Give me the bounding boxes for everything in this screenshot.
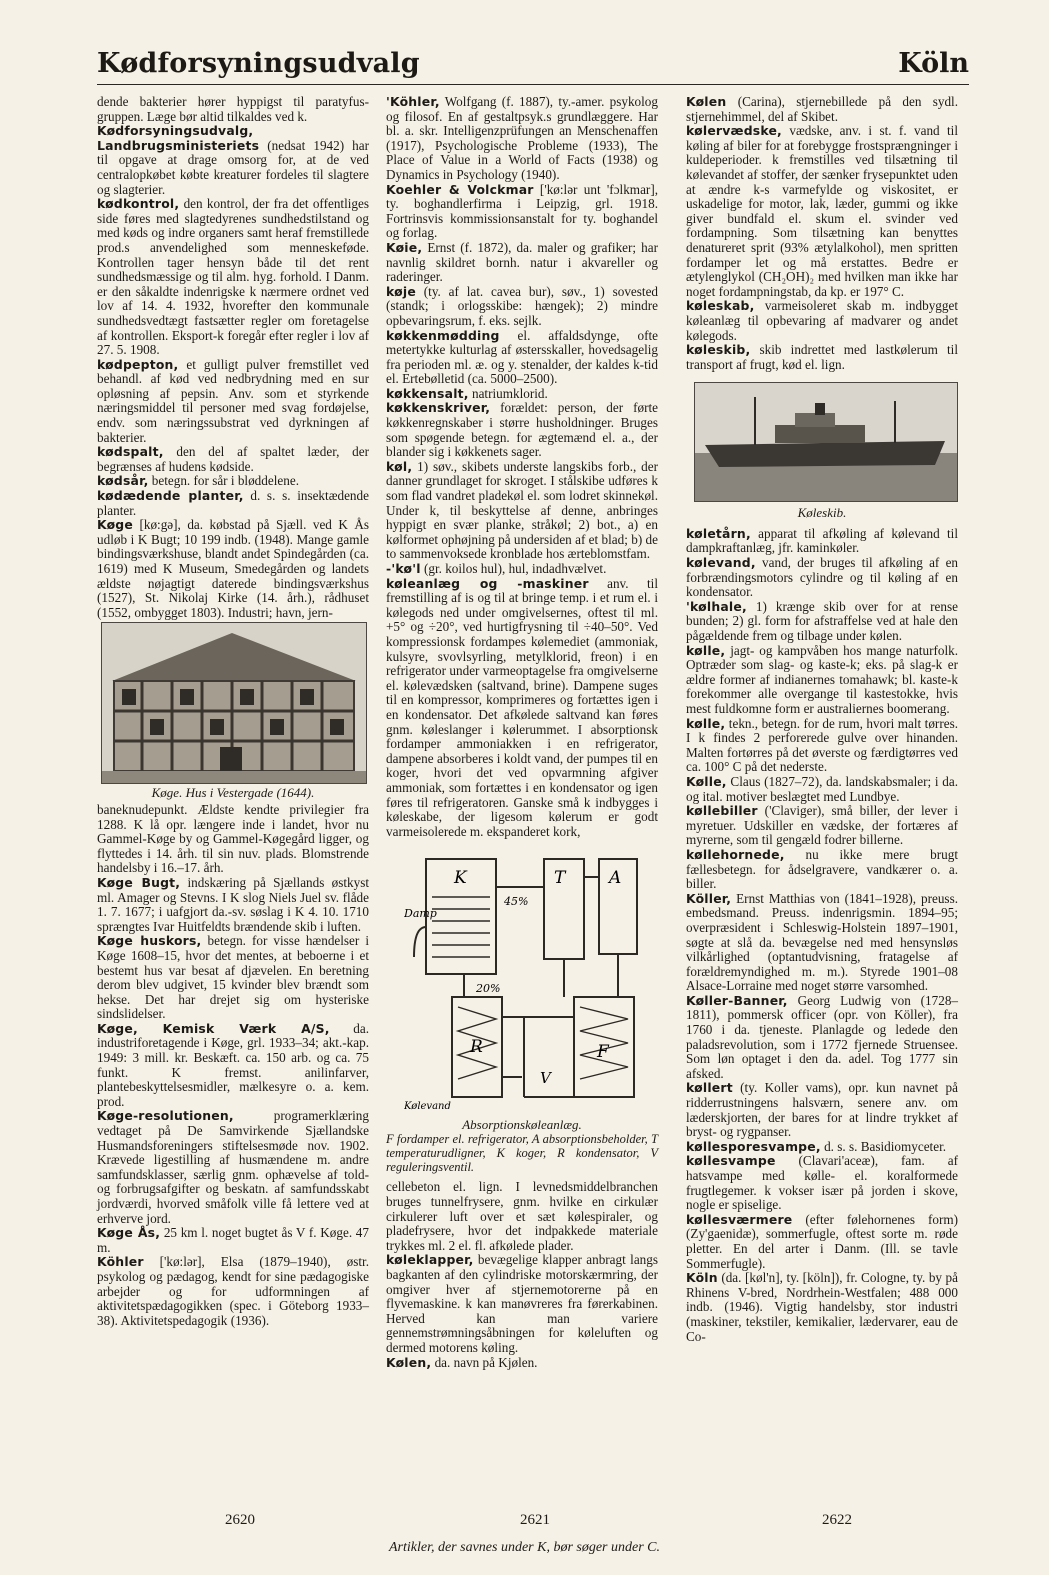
entry bbox=[686, 600, 958, 644]
entry-lemma: køleklapper, bbox=[386, 1252, 474, 1268]
entry bbox=[97, 803, 369, 876]
entry-lemma: køkkenmødding bbox=[386, 327, 500, 343]
entry-text: den kontrol, der fra det offentliges side føres med slagtedyrenes sundhedstilstand og med køds og indre organers samt heraf fremstillede prod.s anvendelighed som menneskeføde. Kontrollen tager hensyn både til det rent sundhedsmæssige og til alm. hyg. forhold. I Danm. er den såkaldte indenrigske k nærmere ordnet ved lov af 14. 4. 1932, hvorefter den kommunale sundhedsvedtægt fastsætter regler om foretagelse af kontrollen. Eksport-k foregår efter regler i lov af 27. 5. 1908. bbox=[97, 196, 369, 358]
entry-lemma: kødpepton, bbox=[97, 356, 179, 372]
entry-text: (Carina), stjernebillede på den sydl. stjernehimmel, del af Skibet. bbox=[686, 94, 959, 124]
entry-lemma: køllesværmere bbox=[686, 1211, 793, 1227]
figure-caption-koleskib: Køleskib. bbox=[797, 505, 847, 521]
entry-text: da. industriforetagende i Køge, grl. 1933–34; akt.-kap. 1949: 3 mill. kr. Beskæft. ca. 150 arb. og ca. 75 funkt. K fremst. anilinfarver, plantebeskyttelsesmidler, mælkesyre o. a. kem. prod. bbox=[97, 1020, 369, 1109]
entry-text: tekn., betegn. for de rum, hvori malt tørres. I k findes 2 perforerede gulve over hinanden. Malten fortørres på det øverste og færdigtørres ved ca. 100° C på det nederste. bbox=[686, 715, 958, 775]
page-number-right: 2622 bbox=[822, 1512, 852, 1528]
column-3-entries-after bbox=[686, 527, 958, 1344]
entry bbox=[97, 934, 369, 1022]
entry-lemma: køllert bbox=[686, 1080, 733, 1096]
diagram-label-20: 20% bbox=[476, 982, 501, 996]
entry-lemma: Køller-Banner, bbox=[686, 992, 788, 1008]
entry-lemma: Kølen, bbox=[386, 1354, 432, 1370]
entry-lemma: kødædende planter, bbox=[97, 488, 244, 504]
column-1-entries-after bbox=[97, 803, 369, 1328]
entry bbox=[97, 876, 369, 934]
entry-text: anv. til fremstilling af is og til at bringe temp. i et rum el. i kølegods ned under omgivelsernes, oftest til ml. +5° og ÷20°, ved hurtigfrysning til ÷40–50°. Ved kompressionsk fordampes kølemediet (ammoniak, kulsyre, svovlsyrling, metylklorid, freon) i en refrigerator under varmeoptagelse fra omgivelserne el. kølevædsken (saltvand, brine). Dampene suges til en kompressor, komprimeres og fortættes igen i en kondensator. Det afkølede saltvand kan føres gnm. køleslanger i kølerummet. I absorptionsk fordamper ammoniakken i en refrigerator, dampene absorberes i koldt vand, der pumpes til en koger, hvori det ved opvarmning afgiver ammoniak, som fortættes i en kondensator og igen føres til refrigeratoren. Ganske små k indbygges i køleskabe, der ligesom kølerum er godt varmeisolerede m. ekspanderet kork, bbox=[386, 575, 658, 839]
entry-text: ('Claviger), små biller, der lever i myretuer. Udskiller en vædske, der fortæres af myrerne, som til gengæld fodrer billerne. bbox=[686, 803, 958, 848]
timber-house-illustration bbox=[102, 623, 366, 783]
entry-lemma: køje bbox=[386, 283, 416, 299]
figure-caption-koge: Køge. Hus i Vestergade (1644). bbox=[151, 785, 315, 801]
entry-text: indskæring på Sjællands østkyst ml. Amager og Stevns. I K slog Niels Juel sv. flåde 1. 7. 1677; i uafgjort da.-sv. søslag i K 4. 10. 1710 sprængtes Ivar Huitfeldts brændende skib i luften. bbox=[97, 874, 370, 934]
entry bbox=[386, 401, 658, 459]
column-2-entries bbox=[386, 95, 658, 839]
entry-text: [kø:gə], da. købstad på Sjæll. ved K Ås udløb i K Bugt; 10 199 indb. (1948). Mange gamle bindingsværkshuse, blandt andet Spindegården (ca. 1619) med K Museum, Smedegården og landets ældste nøjagtigt daterede bindingsværkshus (1527), St. Nikolaj Kirke (14. årh.), rådhuset (1552, ombygget 1803). Industri; havn, jern- bbox=[97, 517, 370, 620]
entry-lemma: 'Köhler, bbox=[386, 94, 440, 109]
entry-text: betegn. for sår i bløddelene. bbox=[151, 473, 299, 489]
entry-text: baneknudepunkt. Ældste kendte privilegier fra 1288. K lå opr. længere inde i landet, hvor nu Gammel-Køge by og Gammel-Køgegård ligger, og flyttedes i 14. årh. til sin nuv. plads. Blomstrende handelsby i 16.–17. årh. bbox=[97, 801, 369, 876]
entry-lemma: Køge huskors, bbox=[97, 933, 202, 949]
footer-note: Artikler, der savnes under K, bør søger under C. bbox=[388, 1540, 661, 1555]
entry-lemma: kødsår, bbox=[97, 473, 149, 489]
entry-text: programerklæring vedtaget på De Samvirkende Sjællandske Husmandsforeningers stiftelsesmøde nov. 1902. Krævede ligestilling af husmændene m. andre samfundsklasser, særlig gnm. ophævelse af told- og forbrugsafgifter og beskatn. af samfundsskabt jordværdi, hvorved småfolk ville få lettere ved at erhverve jord. bbox=[97, 1108, 369, 1226]
entry bbox=[386, 577, 658, 840]
entry-lemma: køkkensalt, bbox=[386, 385, 469, 401]
entry-text: den del af spaltet læder, der begrænses af hudens kødside. bbox=[97, 444, 370, 474]
entry-lemma: kølle, bbox=[686, 715, 726, 731]
entry bbox=[686, 1213, 958, 1271]
entry-text: Ernst Matthias von (1841–1928), preuss. embedsmand. Preuss. indenrigsmin. 1894–95; overpræsident i Schleswig-Holstein 1897–1901, søgte at slå da. bevægelse ned med hensynsløs vilkårlighed (optantudvisning, fratagelse af forældremyndighed m. m.). Styrede 1901–08 Alsace-Lorraine med noget større varsomhed. bbox=[686, 890, 958, 994]
diagram-label-t: T bbox=[554, 868, 566, 889]
entry-text: (da. [køl'n], ty. [köln]), fr. Cologne, ty. by på Rhinens V-bred, Nordrhein-Westfalen; 488 000 indb. (1946). Vigtig handelsby, stor industri (maskiner, tekstiler, kemikalier, lædervarer, eau de Co- bbox=[686, 1270, 958, 1344]
diagram-label-45: 45% bbox=[504, 895, 529, 909]
entry bbox=[97, 95, 369, 124]
entry bbox=[386, 285, 658, 329]
entry-lemma: kødspalt, bbox=[97, 444, 164, 460]
entry bbox=[686, 717, 958, 775]
entry-text: d. s. s. Basidiomyceter. bbox=[824, 1138, 947, 1154]
entry bbox=[686, 1271, 958, 1344]
entry-text: Claus (1827–72), da. landskabsmaler; i da. og ital. motiver beslægtet med Lundbye. bbox=[686, 773, 959, 804]
entry bbox=[97, 489, 369, 518]
diagram-label-r: R bbox=[470, 1037, 483, 1058]
entry bbox=[386, 1356, 658, 1371]
diagram-label-damp: Damp bbox=[404, 907, 437, 921]
entry-text: 1) søv., skibets underste langskibs forb., der danner grundlaget for skroget. I stålskibe udføres k som flad vandret pladekøl el. som lodret skinnekøl. Under k, til beskyttelse af denne, anbringes hyppigt en svær planke, stråkøl; 2) bot., a) en kølformet ophøjning på undersiden af et blad; b) de to sammenvoksede kronblade hos ærteblomstfam. bbox=[386, 458, 659, 562]
entry bbox=[97, 518, 369, 620]
entry bbox=[686, 775, 958, 804]
entry-text: (nedsat 1942) har til opgave at drage omsorg for, at de ved centralopkøbet købte kreaturer fordeles til slagtere og slagterier. bbox=[97, 137, 370, 197]
entry bbox=[97, 1255, 369, 1328]
entry bbox=[386, 329, 658, 387]
entry bbox=[97, 124, 369, 197]
entry-lemma: Køie, bbox=[386, 239, 423, 255]
ship-illustration bbox=[695, 383, 957, 501]
column-1 bbox=[97, 95, 369, 1328]
entry bbox=[97, 1109, 369, 1226]
entry-lemma: Köller, bbox=[686, 890, 732, 906]
entry-lemma: kølle, bbox=[686, 642, 726, 658]
entry bbox=[686, 1140, 958, 1155]
entry-text: da. navn på Kjølen. bbox=[434, 1354, 538, 1370]
entry-lemma: køl, bbox=[386, 458, 413, 474]
entry-text: (gr. koilos hul), hul, indadhvælvet. bbox=[423, 561, 607, 576]
diagram-label-f: F bbox=[597, 1042, 609, 1063]
entry-text: Georg Ludwig von (1728–1811), pommersk officer (opr. von Köller), fra 1760 i da. tjeneste. Planlagde og ledede den paladsrevolution, som i 1772 fjernede Struensee. Som løn optaget i den da. adel. Tog 1777 sin afsked. bbox=[686, 992, 959, 1081]
running-head-right: Köln bbox=[898, 48, 969, 79]
entry-text: 1) krænge skib over for at rense bunden; 2) gl. form for afstraffelse ved at hale den pågældende frem og tilbage under kølen. bbox=[686, 598, 958, 644]
entry-text: Ernst (f. 1872), da. maler og grafiker; har navnlig skildret bornh. natur i akvareller og raderinger. bbox=[386, 239, 659, 285]
entry-text: (efter følehornenes form) (Zy'gaenidæ), sommerfugle, oftest sorte m. røde pletter. En del arter i Danm. (Ill. se tavle Sommerfugle). bbox=[686, 1211, 958, 1271]
column-1-entries bbox=[97, 95, 369, 620]
diagram-label-a: A bbox=[609, 868, 622, 889]
entry-text: ['kø:lər], Elsa (1879–1940), østr. psykolog og pædagog, kendt for sine pædagogiske arbejder og for udformningen af aktivitetspædagogikken (spec. i Göteborg 1933–38). Aktivitetspedagogik (1936). bbox=[97, 1254, 369, 1328]
entry-lemma: køllebiller bbox=[686, 803, 758, 819]
entry bbox=[686, 299, 958, 343]
entry bbox=[686, 343, 958, 372]
entry-lemma: Køge Bugt, bbox=[97, 874, 181, 890]
entry bbox=[386, 183, 658, 241]
entry bbox=[686, 1154, 958, 1212]
entry-text: varmeisoleret skab m. indbygget køleanlæg til opbevaring af madvarer og andet kølegods. bbox=[686, 298, 958, 343]
photo-koge-house bbox=[101, 622, 367, 784]
page-number-left: 2620 bbox=[225, 1512, 255, 1528]
entry bbox=[97, 474, 369, 489]
entry-lemma: Köln bbox=[686, 1270, 718, 1286]
entry bbox=[386, 562, 658, 577]
entry-text: apparat til afkøling af kølevand til dampkraftanlæg, jfr. kaminkøler. bbox=[686, 525, 958, 556]
entry-text: el. affaldsdynge, ofte metertykke kulturlag af østersskaller, hovedsagelig fra perioden ml. æ. og y. stenalder, der kaldes k-tid el. Ertebølletid (ca. 5000–2500). bbox=[386, 327, 658, 387]
entry bbox=[686, 556, 958, 600]
photo-koleskib bbox=[694, 382, 958, 502]
entry bbox=[386, 241, 658, 285]
entry-text: bevægelige klapper anbragt langs bagkanten af den cylindriske motorskærmring, der omgiver hver af stjernemotorerne på en flyvemaskine. k kan manøvreres fra førerkabinen. Herved kan man variere gennemstrømningsåbningen for køleluften og dermed motorens køling. bbox=[386, 1252, 659, 1355]
entry-text: forældet: person, der førte køkkenregnskaber i større husholdninger. Bruges som spøgende betegn. for ægtemænd el. a., der blander sig i køkkenets sager. bbox=[386, 400, 658, 460]
entry bbox=[97, 197, 369, 358]
entry bbox=[386, 1180, 658, 1253]
entry bbox=[386, 1253, 658, 1355]
entry bbox=[686, 527, 958, 556]
entry bbox=[686, 644, 958, 717]
absorption-diagram bbox=[404, 847, 654, 1112]
entry-text: (ty. Koller vams), opr. kun navnet på ridderrustningens halsværn, senere anv. om læderskjorten, der bares for at lindre trykket af bryst- og rygpanser. bbox=[686, 1080, 958, 1140]
figure-caption-absorption-text: F fordamper el. refrigerator, A absorptionsbeholder, T temperaturudligner, K koger, R kondensator, V reguleringsventil. bbox=[386, 1132, 658, 1175]
entry-text: nu ikke mere brugt fællesbetegn. for ådselgravere, vandkærer o. a. biller. bbox=[686, 846, 959, 892]
column-3 bbox=[686, 95, 958, 1344]
entry-lemma: Køge bbox=[97, 517, 133, 533]
entry-text: Wolfgang (f. 1887), ty.-amer. psykolog og filosof. En af gestaltpsyk.s grundlæggere. Har bl. a. skr. Intelligenzprüfungen an Menschenaffen (1917), Psychologische Probleme (1933), The Place of Value in a World of Facts (1938) og Dynamics in Psychology (1940). bbox=[386, 94, 658, 182]
entry-lemma: køkkenskriver, bbox=[386, 400, 491, 416]
entry-lemma: Køge-resolutionen, bbox=[97, 1108, 234, 1124]
header-rule bbox=[97, 84, 969, 85]
entry bbox=[97, 358, 369, 446]
entry-lemma: Køge, Kemisk Værk A/S, bbox=[97, 1020, 330, 1036]
entry bbox=[686, 1081, 958, 1139]
page-number-middle: 2621 bbox=[520, 1512, 550, 1528]
running-head-left: Kødforsyningsudvalg bbox=[97, 48, 420, 79]
entry bbox=[686, 848, 958, 892]
entry-lemma: køllesvampe bbox=[686, 1153, 776, 1169]
entry bbox=[686, 892, 958, 994]
diagram-label-v: V bbox=[540, 1069, 551, 1088]
column-2-entries-after bbox=[386, 1180, 658, 1370]
entry-text: skib indrettet med lastkølerum til transport af frugt, kød el. lign. bbox=[686, 342, 959, 372]
entry-text: cellebeton el. lign. I levnedsmiddelbranchen bruges tunnelfrysere, gnm. hvilke en cirkulær cirkulerer luft over et sæt kølespiraler, og pladefrysere, hvor det indpakkede materiale trykkes ml. 2 el. fl. afkølede plader. bbox=[386, 1179, 658, 1253]
entry-lemma: kødkontrol, bbox=[97, 196, 180, 212]
entry-lemma: Köhler bbox=[97, 1254, 144, 1270]
entry-text: dende bakterier hører hyppigst til paratyfus-gruppen. Læge bør altid tilkaldes ved k. bbox=[97, 94, 369, 124]
entry-lemma: køllehornede, bbox=[686, 846, 785, 862]
entry-text: ['kø:lər unt 'fɔlkmar], ty. boghandlerfirma i Leipzig, grl. 1918. Fortrinsvis kommissionsanstalt for ty. boghandel og forlag. bbox=[386, 181, 659, 241]
entry-text: (ty. af lat. cavea bur), søv., 1) sovested (standk; i orlogsskibe: hængek); 2) mindre opbevaringsrum, f. eks. sejlk. bbox=[386, 283, 659, 328]
entry-text: jagt- og kampvåben hos mange naturfolk. Optræder som slag- og kaste-k; eks. på slag-k er ældre former af indianernes tomahawk; bl. kaste-k forekommer alle overgange til kastestokke, hvis mest fuldkomne form er australiernes boomerang. bbox=[686, 642, 959, 716]
entry bbox=[686, 95, 958, 124]
entry bbox=[97, 445, 369, 474]
entry bbox=[97, 1226, 369, 1255]
diagram-label-k: K bbox=[454, 868, 467, 889]
entry-text: natriumklorid. bbox=[471, 385, 548, 401]
entry-text: (Clavari'aceæ), fam. af hatsvampe med kølle- el. koralformede frugtlegemer. k vokser især på jorden i skove, nogle er spiselige. bbox=[686, 1153, 959, 1213]
column-3-entries bbox=[686, 95, 958, 372]
entry-lemma: køllesporesvampe, bbox=[686, 1138, 821, 1154]
entry-text: et gulligt pulver fremstillet ved behandl. af kød ved nedbrydning med en sur opløsning af pepsin. Anv. som et styrkende næringsmiddel til personer med svag fordøjelse, endv. som næringssubstrat ved dyrkningen af bakterier. bbox=[97, 356, 370, 445]
diagram-absorption-plant bbox=[404, 847, 658, 1116]
entry-text: vand, der bruges til afkøling af en forbrændingsmotors cylindre og til køling af en kondensator. bbox=[686, 555, 959, 600]
entry bbox=[686, 124, 958, 299]
entry-lemma: Kødforsyningsudvalg, Landbrugsministeriets bbox=[97, 123, 260, 153]
entry-text: vædske, anv. i st. f. vand til køling af biler for at forebygge frostsprængninger i kuldeperioder. k fremstilles ved tilsætning til kølevandet af stoffer, der sænker frysepunktet uden at ændre k-s varmefylde og viskositet, er uskadelige for motor, lak, læder, gummi og ikke giver bundfald el. skum el. svinder ved fordampning. Som tilsætning kan benyttes denatureret sprit (93% ætylalkohol), men spritten fordamper let og må erstattes. Bedre er ætylenglykol (CH₂OH)₂ med hvilken man ikke har noget fordampningstab, da kp. er 197° C. bbox=[686, 123, 958, 299]
entry-lemma: Køge Ås, bbox=[97, 1225, 161, 1241]
entry-lemma: køletårn, bbox=[686, 525, 751, 541]
figure-caption-absorption-title: Absorptionskøleanlæg. bbox=[462, 1116, 582, 1132]
entry bbox=[386, 95, 658, 183]
entry bbox=[686, 994, 958, 1082]
entry-lemma: køleanlæg og -maskiner bbox=[386, 575, 589, 591]
entry-lemma: 'kølhale, bbox=[686, 598, 747, 614]
entry-lemma: kølervædske, bbox=[686, 123, 782, 139]
entry-text: 25 km l. noget bugtet ås V f. Køge. 47 m. bbox=[97, 1225, 369, 1255]
entry-lemma: køleskib, bbox=[686, 342, 751, 358]
entry-lemma: Kølen bbox=[686, 94, 727, 109]
column-2 bbox=[386, 95, 658, 1370]
entry-text: betegn. for visse hændelser i Køge 1608–15, hvor det mentes, at beboerne i et bestemt hus var besat af djævelen. En beretning derom blev udgivet, 15 kvinder blev brændt som hekse. Det har drejet sig om hysteriske sindslidelser. bbox=[97, 933, 370, 1022]
entry bbox=[97, 1022, 369, 1110]
entry-lemma: Kølle, bbox=[686, 773, 727, 789]
diagram-label-kolevand: Kølevand bbox=[404, 1101, 451, 1113]
entry-text: d. s. s. insektædende planter. bbox=[97, 488, 369, 518]
entry-lemma: kølevand, bbox=[686, 555, 756, 571]
entry-lemma: Koehler & Volckmar bbox=[386, 181, 534, 197]
entry-lemma: køleskab, bbox=[686, 298, 755, 314]
entry-lemma: -'kø'l bbox=[386, 561, 421, 576]
entry bbox=[386, 387, 658, 402]
entry bbox=[386, 460, 658, 562]
entry bbox=[686, 804, 958, 848]
